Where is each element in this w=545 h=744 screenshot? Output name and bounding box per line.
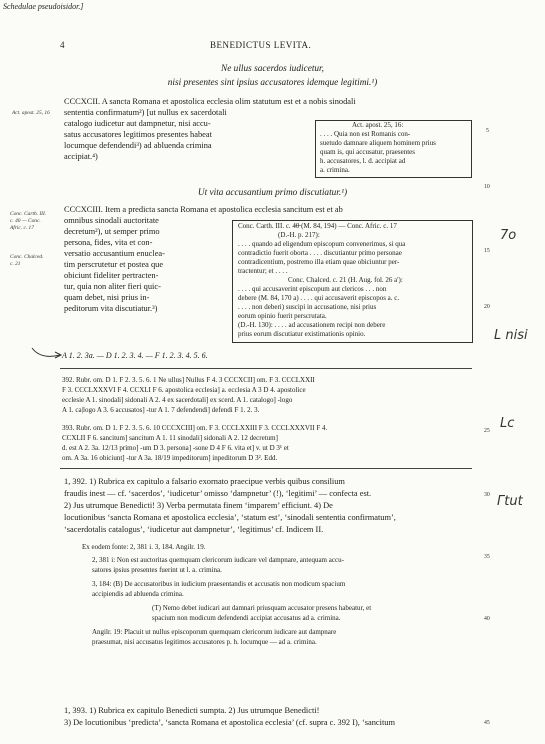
apparatus-393-line3: d. est A 2. 3a. 12/13 primo] -um D 3. persona] -sone D 4 F 6. vita et] v. ut D 3¹ et [62, 444, 289, 452]
rubric-393: Ut vita accusantium primo discutiatur.¹) [197, 188, 348, 198]
line-number-10: 10 [484, 184, 490, 190]
margin-ref-393b-line1: Conc. Chalced. [10, 254, 44, 260]
box-393-line8: . . . . qui accusaverint episcopum aut clericos . . . non [238, 285, 387, 293]
chapter-393-line2: omnibus sinodali auctoritate [64, 216, 159, 225]
page-number: 4 [60, 40, 65, 50]
note-392-line3: 2) Jus utrumque Benedicti! 3) Verba permutata finem ‘imparem’ efficiunt. 4) De [64, 501, 333, 510]
divider-apparatus [60, 368, 472, 369]
chapter-393-line9: quam debet, nisi prius in- [64, 293, 150, 302]
chapter-392-line2: sententia confirmatum²) [ut nullus ex sacerdotali [64, 108, 227, 117]
fonte-line6: spacium non modicum defendendi accipiat accusatus ad a. crimina. [152, 614, 341, 622]
chapter-393-line1: CCCXCIII. Item a predicta sancta Romana et apostolica ecclesia sancitum est et ab [64, 205, 343, 214]
line-number-5: 5 [486, 128, 489, 134]
handwritten-note-3: Lc [500, 416, 515, 431]
chapter-393-line10: peditorum vita discutiatur.³) [64, 304, 158, 313]
chapter-392-line5: locumque defendendi³) ad abluenda crimina [64, 141, 212, 150]
apparatus-393-line2: CCXLII F 6. sancitum] sancitum A 1. 11 sinodali] sidonali A 2. 12 decretum] [62, 434, 278, 442]
chapter-392-line3: catalogo iudicetur aut dampnetur, nisi accu- [64, 119, 211, 128]
chapter-393-line3: decretum²), ut semper primo [64, 227, 160, 236]
handwritten-note-2: L nisi [494, 328, 528, 343]
margin-ref-393a-line2: c. 40 — Conc. [10, 218, 41, 224]
handwritten-note-1: 7o [500, 228, 517, 243]
note-393-line2: 3) De locutionibus ‘predicta’, ‘sancta Romana et apostolica ecclesia’ (cf. supra c. 392 I), ‘sancitum [64, 718, 395, 727]
margin-ref-393b-line2: c. 21 [10, 261, 21, 267]
margin-ref-392: Act. apost. 25, 16 [12, 110, 50, 116]
chapter-393-line6: tim perscrutetur et postea que [64, 260, 164, 269]
box-393-line11: eorum opinio fuerit perscrutata. [238, 312, 327, 320]
margin-ref-393a-line3: Afric. c. 17 [10, 225, 34, 231]
margin-ref-393a-line1: Conc. Carth. III. [10, 211, 47, 217]
box-393-line12: (D.-H. 130): . . . . ad accusationem recipi non debere [238, 321, 386, 329]
box-392-line3: suetudo damnare aliquem hominem prius [320, 139, 436, 147]
line-number-45: 45 [484, 720, 490, 726]
fonte-line7: Angilr. 19: Placuit ut nullus episcoporum quemquam clericorum iudicare aut dampnare [92, 628, 337, 636]
chapter-393-line7: obiciunt fideliter pertracten- [64, 271, 159, 280]
box-392-line5: h. accusatores, l. d. accipiat ad [320, 157, 406, 165]
fonte-heading: Ex eodem fonte: 2, 381 i. 3, 184. Angilr. 19. [82, 543, 206, 551]
handwritten-arrow-icon [30, 346, 64, 362]
box-392-line2: . . . . Quia non est Romanis con- [320, 130, 411, 138]
line-number-35: 35 [484, 554, 490, 560]
line-number-25: 25 [484, 428, 490, 434]
line-number-30: 30 [484, 492, 490, 498]
chapter-393-line8: tur, quia non aliter fieri quic- [64, 282, 161, 291]
apparatus-393-line4: om. A 3a. 16 obiciunt] -tur A 3a. 18/19 impeditorum] inpeditorum D 3². Edd. [62, 454, 278, 462]
note-392-line5: ‘sacerdotalis catalogus’, ‘iudicetur aut dampnetur’, ‘legitimus’ cf. Indicem II. [64, 525, 324, 534]
apparatus-392-line1: 392. Rubr. om. D 1. F 2. 3. 5. 6. 1 Ne ullus] Nullus F 4. 3 CCCXCII] om. F 3. CCCLXXII [62, 376, 315, 384]
note-393-line1: 1, 393. 1) Rubrica ex capitulo Benedicti sumpta. 2) Jus utrumque Benedicti! [64, 706, 320, 715]
note-392-line1: 1, 392. 1) Rubrica ex capitulo a falsario exornato praecipue verbis quibus consilium [64, 477, 345, 486]
rubric-392-line2: nisi presentes sint ipsius accusatores idemque legitimi.¹) [167, 78, 378, 88]
box-392-line4: quam is, qui accusatur, praesentes [320, 148, 415, 156]
fonte-line2: satores ipsius presentes fuerint ut l. a. crimina. [92, 566, 222, 574]
rubric-392-line1: Ne ullus sacerdos iudicetur, [221, 64, 324, 74]
box-393-line6: tractentur; et . . . . [238, 267, 288, 275]
fonte-line3: 3, 184: (B) De accusatoribus in iudicium praesentandis et accusatis non modicum spacium [92, 580, 346, 588]
fonte-line4: accipiendis ad abluenda crimina. [92, 590, 184, 598]
box-393-line4: contradictio fuerit oborta . . . . discutiantur primo personae [238, 249, 402, 257]
apparatus-392-line2: F 3. CCCLXXXVI F 4. CCXLI F 6. apostolica ecclesia] a. ecclesia A 3 D 4. apostolice [62, 386, 306, 394]
box-393-line2: (D.-H. p. 217): [278, 231, 320, 239]
fonte-line8: praesumat, nisi accusatus legitimos accusatores p. h. locumque — ad a. crimina. [92, 638, 317, 646]
chapter-393-line5: versatio accusantium enuclea- [64, 249, 165, 258]
fonte-line1: 2, 381 i: Non est auctoritas quemquam clericorum iudicare vel dampnare, antequam accu- [92, 556, 344, 564]
handwritten-note-4: Γtut [497, 494, 523, 509]
apparatus-392-line3: ecclesie A 1. sinodali] sidonali A 2. 4 ex sacerdotali] ex scerd. A 1. catalogo] -logo [62, 396, 293, 404]
box-393-line10: . . . . non deberi) suscipi in accusatione, nisi prius [238, 303, 377, 311]
running-header: Schedulae pseudoisidor.] [3, 2, 84, 11]
box-392-line1: Act. apost. 25, 16: [352, 121, 404, 129]
line-number-15: 15 [484, 248, 490, 254]
box-393-line13: prius eorum discutiatur existimationis opinio. [238, 330, 366, 338]
box-393-line7: Conc. Chalced. c. 21 (H. Aug. fol. 26 a'): [288, 276, 403, 284]
box-393-line3: . . . . quando ad eligendum episcopum convenerimus, si qua [238, 240, 406, 248]
manuscripts-line: A 1. 2. 3a. — D 1. 2. 3. 4. — F 1. 2. 3. 4. 5. 6. [62, 351, 208, 360]
note-392-line2: fraudis inest — cf. ‘sacerdos’, ‘iudicetur’ omisso ‘dampnetur’ (!), ‘legitimi’ — confecta est. [64, 489, 372, 498]
box-393-line1: Conc. Carth. III. c. 4̶0̶ (M. 84, 194) — Conc. Afric. c. 17 [238, 222, 397, 230]
chapter-392-line6: accipiat.⁴) [64, 152, 98, 161]
apparatus-393-line1: 393. Rubr. om. D 1. F 2. 3. 5. 6. 10 CCCXCIII] om. F 3. CCCLXXIII F 3. CCCLXXXVII F 4. [62, 424, 328, 432]
divider-notes [60, 468, 472, 469]
chapter-393-line4: persona, fides, vita et con- [64, 238, 153, 247]
chapter-392-line4: satus accusatores legitimos presentes habeat [64, 130, 212, 139]
box-392-line6: a. crimina. [320, 166, 350, 174]
box-393-line5: contradicentium, postremo illa etiam quae obiciuntur per- [238, 258, 400, 266]
note-392-line4: locutionibus ‘sancta Romana et apostolica ecclesia’, ‘statum est’, ‘sinodali sententia confirmatum’, [64, 513, 396, 522]
box-393-line9: debere (M. 84, 170 a) . . . . qui accusaverit episcopos a. c. [238, 294, 400, 302]
apparatus-392-line4: A 1. ca|logo A 3. 6 accusatos] -tur A 1. 7 defendendi] defendi F 1. 2. 3. [62, 406, 260, 414]
line-number-40: 40 [484, 616, 490, 622]
fonte-line5: (T) Nemo debet iudicari aut damnari priusquam accusator presens habeatur, et [152, 604, 372, 612]
line-number-20: 20 [484, 304, 490, 310]
page-title: BENEDICTUS LEVITA. [210, 40, 312, 50]
chapter-392-line1: CCCXCII. A sancta Romana et apostolica ecclesia olim statutum est et a nobis sinodali [64, 97, 356, 106]
